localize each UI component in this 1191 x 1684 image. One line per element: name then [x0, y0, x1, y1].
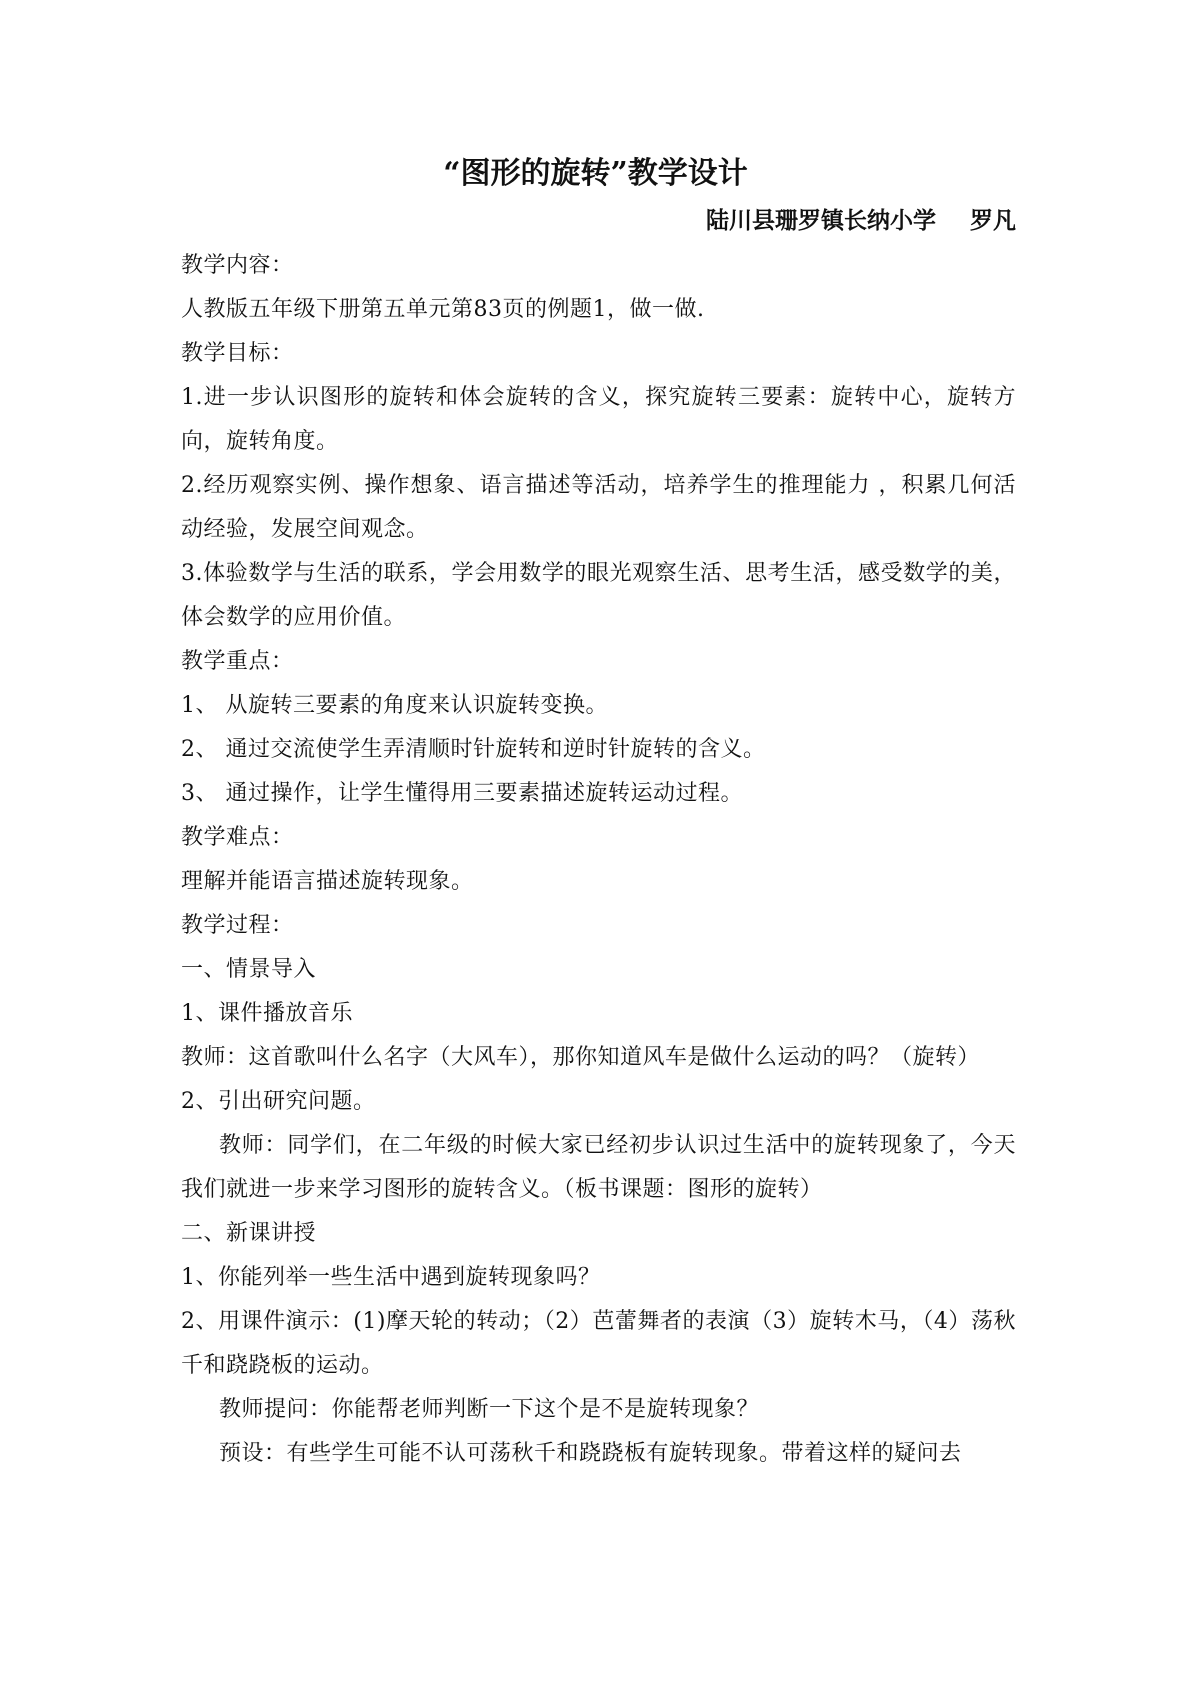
section-heading-difficulty: 教学难点：: [181, 825, 294, 850]
goal-item-1: 1.进一步认识图形的旋转和体会旋转的含义，探究旋转三要素：旋转中心，旋转方向，旋转角度。: [181, 385, 1016, 454]
section-heading-process: 教学过程：: [181, 913, 294, 938]
goal-item-3: 3.体验数学与生活的联系，学会用数学的眼光观察生活、思考生活，感受数学的美，体会数学的应用价值。: [181, 561, 1016, 630]
goal-item-2: 2.经历观察实例、操作想象、语言描述等活动，培养学生的推理能力 ，积累几何活动经验，发展空间观念。: [181, 473, 1016, 542]
key-point-3: 3、 通过操作，让学生懂得用三要素描述旋转运动过程。: [181, 781, 743, 806]
process-step: 1、你能列举一些生活中遇到旋转现象吗？: [181, 1265, 601, 1290]
document-body: [181, 244, 1016, 1476]
author-line: [706, 203, 1016, 239]
process-part-2-heading: 二、新课讲授: [181, 1221, 317, 1246]
author-school: 陆川县珊罗镇长纳小学: [706, 207, 936, 234]
process-paragraph: 教师：同学们，在二年级的时候大家已经初步认识过生活中的旋转现象了，今天我们就进一步来学习图形的旋转含义。（板书课题：图形的旋转）: [181, 1133, 1016, 1202]
section-heading-key-points: 教学重点：: [181, 649, 294, 674]
process-paragraph: 教师：这首歌叫什么名字（大风车），那你知道风车是做什么运动的吗？（旋转）: [181, 1045, 981, 1070]
process-step: 2、用课件演示：(1)摩天轮的转动；（2）芭蕾舞者的表演（3）旋转木马，（4）荡秋千和跷跷板的运动。: [181, 1309, 1016, 1378]
key-point-2: 2、 通过交流使学生弄清顺时针旋转和逆时针旋转的含义。: [181, 737, 766, 762]
process-paragraph: 预设：有些学生可能不认可荡秋千和跷跷板有旋转现象。带着这样的疑问去: [219, 1441, 962, 1466]
document-title: “图形的旋转”教学设计: [443, 156, 748, 191]
author-name: 罗凡: [970, 207, 1016, 234]
process-step: 1、课件播放音乐: [181, 1001, 353, 1026]
process-paragraph: 教师提问：你能帮老师判断一下这个是不是旋转现象？: [219, 1397, 760, 1422]
process-step: 2、引出研究问题。: [181, 1089, 376, 1114]
process-part-1-heading: 一、情景导入: [181, 957, 317, 982]
section-heading-goals: 教学目标：: [181, 341, 294, 366]
difficulty-text: 理解并能语言描述旋转现象。: [181, 869, 474, 894]
section-heading-content: 教学内容：: [181, 253, 294, 278]
paragraph-content: 人教版五年级下册第五单元第83页的例题1，做一做.: [181, 297, 705, 322]
key-point-1: 1、 从旋转三要素的角度来认识旋转变换。: [181, 693, 608, 718]
